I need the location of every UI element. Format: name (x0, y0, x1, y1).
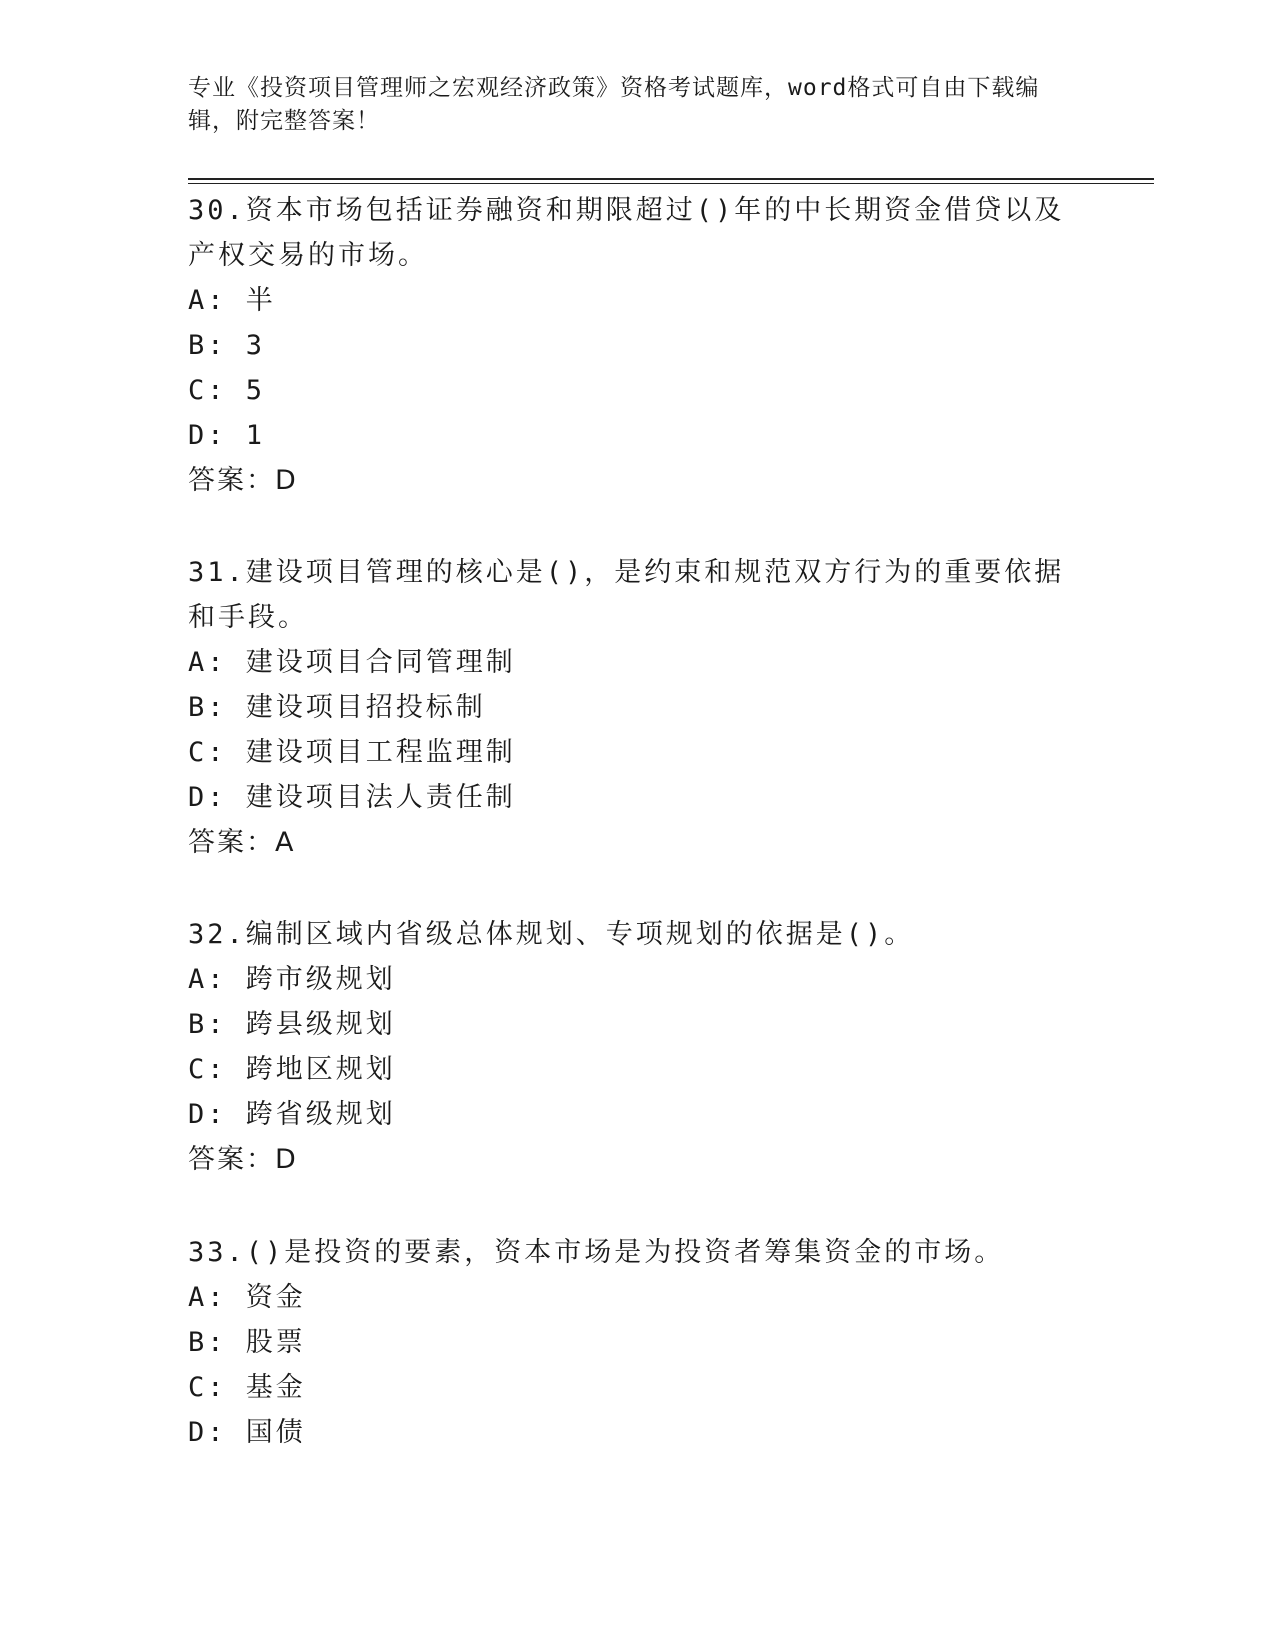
header-divider-thin (188, 183, 1154, 184)
option-a: A: 建设项目合同管理制 (188, 647, 516, 678)
question-31 (188, 550, 1088, 865)
option-d: D: 建设项目法人责任制 (188, 782, 516, 813)
option-c: C: 5 (188, 375, 266, 406)
option-c: C: 建设项目工程监理制 (188, 737, 516, 768)
question-stem: 32.编制区域内省级总体规划、专项规划的依据是()。 (188, 919, 915, 950)
document-header: 专业《投资项目管理师之宏观经济政策》资格考试题库，word格式可自由下载编辑，附完整答案！ (188, 75, 1040, 134)
header-divider-thick (188, 178, 1154, 180)
option-b: B: 跨县级规划 (188, 1009, 396, 1040)
question-stem: 30.资本市场包括证券融资和期限超过()年的中长期资金借贷以及产权交易的市场。 (188, 195, 1065, 271)
question-32 (188, 912, 1088, 1182)
option-b: B: 建设项目招投标制 (188, 692, 486, 723)
question-stem: 33.()是投资的要素，资本市场是为投资者筹集资金的市场。 (188, 1237, 1005, 1268)
answer-line: 答案：D (188, 465, 298, 496)
option-a: A: 资金 (188, 1282, 306, 1313)
option-b: B: 股票 (188, 1327, 306, 1358)
question-33 (188, 1230, 1088, 1455)
answer-line: 答案：D (188, 1144, 298, 1175)
option-c: C: 跨地区规划 (188, 1054, 396, 1085)
option-a: A: 跨市级规划 (188, 964, 396, 995)
option-d: D: 跨省级规划 (188, 1099, 396, 1130)
question-30 (188, 188, 1088, 503)
option-b: B: 3 (188, 330, 266, 361)
option-c: C: 基金 (188, 1372, 306, 1403)
option-d: D: 1 (188, 420, 266, 451)
option-d: D: 国债 (188, 1417, 306, 1448)
question-stem: 31.建设项目管理的核心是()，是约束和规范双方行为的重要依据和手段。 (188, 557, 1065, 633)
answer-line: 答案：A (188, 827, 296, 858)
option-a: A: 半 (188, 285, 276, 316)
